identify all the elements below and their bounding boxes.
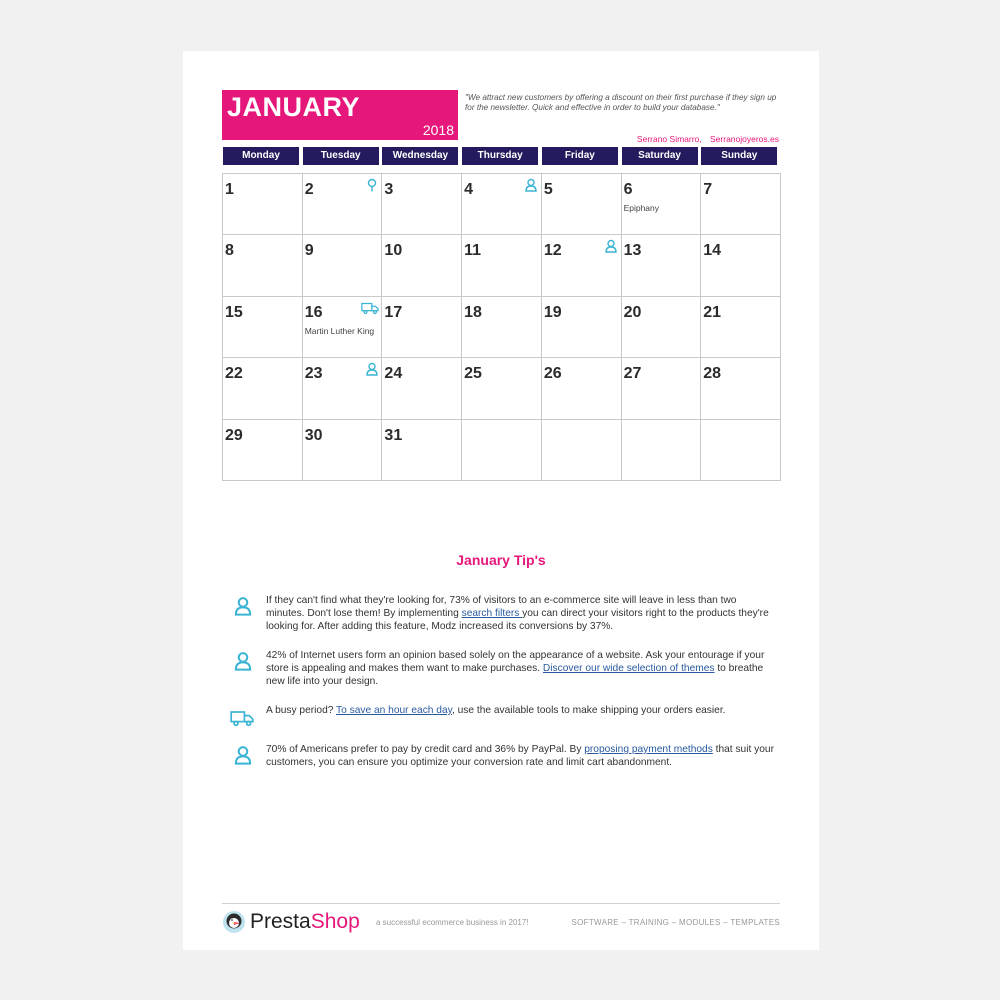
weekday-header bbox=[222, 147, 780, 165]
tip-text-after: to breathe new life into your design. bbox=[266, 663, 764, 687]
tip-text bbox=[266, 704, 776, 717]
day-number: 23 bbox=[304, 365, 323, 383]
day-number: 10 bbox=[384, 242, 403, 260]
pin-icon bbox=[365, 178, 379, 192]
day-cell-15 bbox=[222, 296, 303, 358]
day-cell-5 bbox=[541, 173, 622, 235]
day-number: 22 bbox=[225, 365, 243, 383]
day-cell-28 bbox=[700, 357, 781, 419]
day-cell-27 bbox=[621, 357, 702, 419]
day-number: 27 bbox=[623, 365, 642, 383]
day-number: 1 bbox=[225, 181, 234, 198]
day-cell-16 bbox=[302, 296, 383, 358]
day-cell-empty bbox=[700, 419, 781, 481]
tip-text-before: If they can't find what they're looking for, 73% of visitors to an e-commerce site will leave in less than two minutes. Don't lose them! By implementing bbox=[266, 595, 737, 619]
day-cell-3 bbox=[381, 173, 462, 235]
day-cell-25 bbox=[461, 357, 542, 419]
day-number: 21 bbox=[703, 303, 722, 321]
weekday-friday: Friday bbox=[542, 147, 618, 165]
logo-presta: Presta bbox=[250, 910, 311, 933]
day-cell-29 bbox=[222, 419, 303, 481]
person-icon bbox=[604, 239, 618, 253]
month-name: JANUARY bbox=[227, 92, 361, 122]
day-number: 29 bbox=[225, 426, 243, 444]
day-cell-31 bbox=[381, 419, 462, 481]
day-cell-24 bbox=[381, 357, 462, 419]
day-number: 2 bbox=[304, 181, 314, 198]
day-cell-11 bbox=[461, 234, 542, 296]
weekday-thursday: Thursday bbox=[462, 147, 538, 165]
tip-link[interactable]: Discover our wide selection of themes bbox=[542, 663, 715, 674]
day-cell-20 bbox=[621, 296, 702, 358]
author-name: Serrano Simarro, bbox=[636, 134, 702, 144]
weekday-monday: Monday bbox=[223, 147, 299, 165]
day-cell-empty bbox=[621, 419, 702, 481]
tip-text-after: you can direct your visitors right to the products they're looking for. After adding this feature, Modz increased its conversions by 37%. bbox=[266, 608, 769, 632]
tip-text-before: 42% of Internet users form an opinion based solely on the appearance of a website. Ask your entourage if your store is appealing and makes them want to make purchases. bbox=[266, 650, 765, 674]
day-cell-9 bbox=[302, 234, 383, 296]
testimonial-quote: "We attract new customers by offering a discount on their first purchase if they sign up for the newsletter. Quick and effective in order to build your database." bbox=[465, 93, 777, 112]
holiday-label: Martin Luther King bbox=[304, 325, 375, 336]
day-number: 24 bbox=[384, 365, 403, 383]
truck-icon bbox=[230, 708, 254, 728]
day-number: 9 bbox=[304, 242, 314, 260]
day-cell-19 bbox=[541, 296, 622, 358]
day-number: 15 bbox=[225, 303, 243, 321]
day-number: 30 bbox=[304, 426, 323, 444]
day-cell-empty bbox=[541, 419, 622, 481]
day-number: 14 bbox=[703, 242, 722, 260]
month-year: 2018 bbox=[422, 122, 454, 138]
day-cell-6 bbox=[621, 173, 702, 235]
logo-shop: Shop bbox=[310, 910, 360, 933]
footer-divider bbox=[222, 903, 780, 904]
calendar-page bbox=[183, 51, 819, 950]
tip-text bbox=[266, 594, 776, 633]
person-icon bbox=[233, 596, 253, 616]
testimonial-author bbox=[637, 134, 779, 144]
day-number: 5 bbox=[543, 181, 553, 198]
month-banner bbox=[222, 90, 458, 140]
day-number: 18 bbox=[464, 303, 482, 321]
day-number: 11 bbox=[464, 242, 482, 260]
day-cell-1 bbox=[222, 173, 303, 235]
day-number: 4 bbox=[464, 181, 474, 198]
day-number: 26 bbox=[543, 365, 562, 383]
day-number: 28 bbox=[703, 365, 722, 383]
footer-tagline: a successful ecommerce business in 2017! bbox=[376, 918, 529, 927]
tip-text-before: 70% of Americans prefer to pay by credit card and 36% by PayPal. By bbox=[266, 744, 585, 755]
day-cell-2 bbox=[302, 173, 383, 235]
day-cell-22 bbox=[222, 357, 303, 419]
person-icon bbox=[233, 745, 253, 765]
tips-title: January Tip's bbox=[456, 552, 546, 568]
day-cell-21 bbox=[700, 296, 781, 358]
tip-text-before: A busy period? bbox=[266, 705, 337, 716]
day-cell-13 bbox=[621, 234, 702, 296]
weekday-sunday: Sunday bbox=[701, 147, 777, 165]
day-cell-8 bbox=[222, 234, 303, 296]
author-site: Serranojoyeros.es bbox=[710, 134, 779, 144]
tip-text bbox=[266, 743, 776, 769]
day-number: 13 bbox=[623, 242, 642, 260]
weekday-saturday: Saturday bbox=[622, 147, 698, 165]
day-number: 19 bbox=[543, 303, 562, 321]
tip-link[interactable]: proposing payment methods bbox=[584, 744, 713, 755]
person-icon bbox=[524, 178, 538, 192]
day-cell-empty bbox=[461, 419, 542, 481]
day-cell-18 bbox=[461, 296, 542, 358]
day-cell-14 bbox=[700, 234, 781, 296]
day-cell-23 bbox=[302, 357, 383, 419]
day-number: 31 bbox=[384, 426, 403, 444]
person-icon bbox=[365, 362, 379, 376]
day-number: 20 bbox=[623, 303, 642, 321]
day-cell-17 bbox=[381, 296, 462, 358]
tip-link[interactable]: search filters bbox=[461, 608, 523, 619]
day-cell-30 bbox=[302, 419, 383, 481]
day-cell-26 bbox=[541, 357, 622, 419]
weekday-wednesday: Wednesday bbox=[382, 147, 458, 165]
tip-text-after: , use the available tools to make shipping your orders easier. bbox=[451, 705, 726, 716]
day-number: 3 bbox=[384, 181, 394, 198]
day-cell-12 bbox=[541, 234, 622, 296]
day-number: 6 bbox=[623, 181, 633, 198]
footer-services: SOFTWARE – TRAINING – MODULES – TEMPLATES bbox=[571, 918, 780, 927]
calendar-grid bbox=[222, 173, 780, 480]
tip-link[interactable]: To save an hour each day bbox=[336, 705, 452, 716]
day-number: 17 bbox=[384, 303, 403, 321]
day-number: 12 bbox=[543, 242, 562, 260]
holiday-label: Epiphany bbox=[623, 203, 660, 213]
truck-icon bbox=[361, 301, 379, 315]
day-cell-10 bbox=[381, 234, 462, 296]
day-number: 7 bbox=[703, 181, 713, 198]
person-icon bbox=[233, 651, 253, 671]
tip-text bbox=[266, 649, 776, 688]
day-number: 25 bbox=[464, 365, 482, 383]
day-cell-7 bbox=[700, 173, 781, 235]
puffin-icon bbox=[222, 909, 246, 935]
day-cell-4 bbox=[461, 173, 542, 235]
tip-text-after: that suit your customers, you can ensure you optimize your conversion rate and limit cart abandonment. bbox=[266, 744, 774, 768]
weekday-tuesday: Tuesday bbox=[303, 147, 379, 165]
day-number: 8 bbox=[225, 242, 234, 260]
day-number: 16 bbox=[304, 303, 323, 321]
